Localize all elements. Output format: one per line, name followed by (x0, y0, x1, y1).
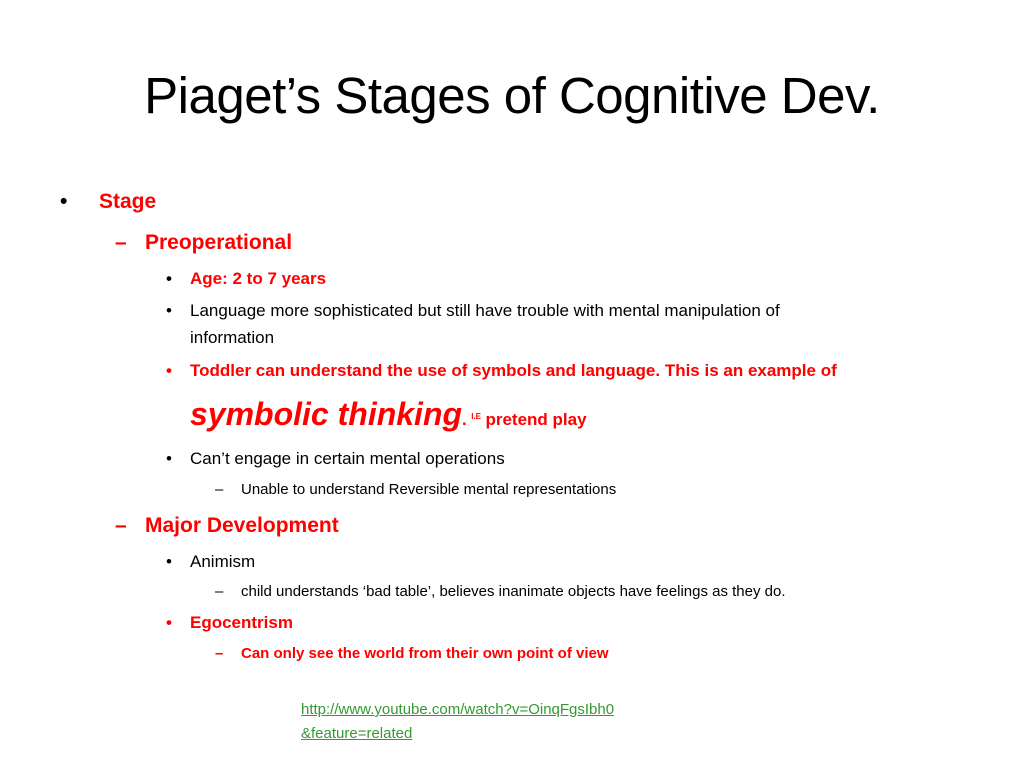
bullet-item-toddler-continued (190, 392, 587, 443)
pretend-play-text: pretend play (485, 410, 587, 429)
bullet-item-cant-engage (166, 448, 505, 470)
bullet-item-language (166, 300, 780, 322)
bullet-text: Can only see the world from their own point of view (241, 645, 609, 662)
bullet-text: Language more sophisticated but still have trouble with mental manipulation of (190, 301, 780, 320)
bullet-item-language-continued (190, 327, 274, 349)
bullet-marker: • (166, 361, 172, 380)
youtube-link[interactable] (301, 698, 614, 746)
dash-marker: – (215, 645, 224, 662)
period: . (462, 410, 467, 429)
bullet-item-animism (166, 551, 256, 573)
bullet-item-toddler (166, 360, 837, 382)
bullet-text: Toddler can understand the use of symbols and language. This is an example of (190, 361, 837, 380)
bullet-item-major-development (115, 513, 339, 539)
bullet-text: Unable to understand Reversible mental representations (241, 481, 617, 498)
bullet-marker: • (166, 552, 172, 571)
bullet-text: Can’t engage in certain mental operations (190, 449, 505, 468)
bullet-item-own-view (215, 644, 609, 664)
bullet-text: child understands ‘bad table’, believes inanimate objects have feelings as they do. (241, 583, 786, 600)
bullet-item-preoperational (115, 230, 293, 256)
bullet-marker: • (166, 301, 172, 320)
bullet-text: Animism (190, 552, 256, 571)
bullet-marker: • (166, 269, 172, 288)
bullet-marker: • (166, 613, 172, 632)
bullet-text: Major Development (145, 514, 339, 537)
bullet-marker: • (166, 449, 172, 468)
youtube-link-line-1[interactable]: http://www.youtube.com/watch?v=OinqFgsIbh0 (301, 701, 615, 718)
bullet-text: Stage (99, 190, 157, 213)
bullet-item-egocentrism (166, 612, 293, 634)
slide-title: Piaget’s Stages of Cognitive Dev. (144, 67, 880, 124)
ie-label: I.E (471, 412, 481, 421)
dash-marker: – (115, 514, 127, 537)
bullet-item-reversible (215, 480, 617, 500)
dash-marker: – (215, 583, 224, 600)
bullet-item-bad-table (215, 582, 786, 602)
bullet-text: Preoperational (145, 231, 293, 254)
youtube-link-line-2[interactable]: &feature=related (301, 725, 413, 742)
bullet-marker: • (60, 190, 68, 213)
dash-marker: – (115, 231, 127, 254)
bullet-item-stage (60, 189, 157, 215)
symbolic-thinking-emphasis: symbolic thinking (190, 396, 463, 432)
bullet-item-age (166, 268, 327, 290)
bullet-text: Age: 2 to 7 years (190, 269, 327, 288)
bullet-text: Egocentrism (190, 613, 293, 632)
dash-marker: – (215, 481, 224, 498)
bullet-text: information (190, 328, 275, 347)
